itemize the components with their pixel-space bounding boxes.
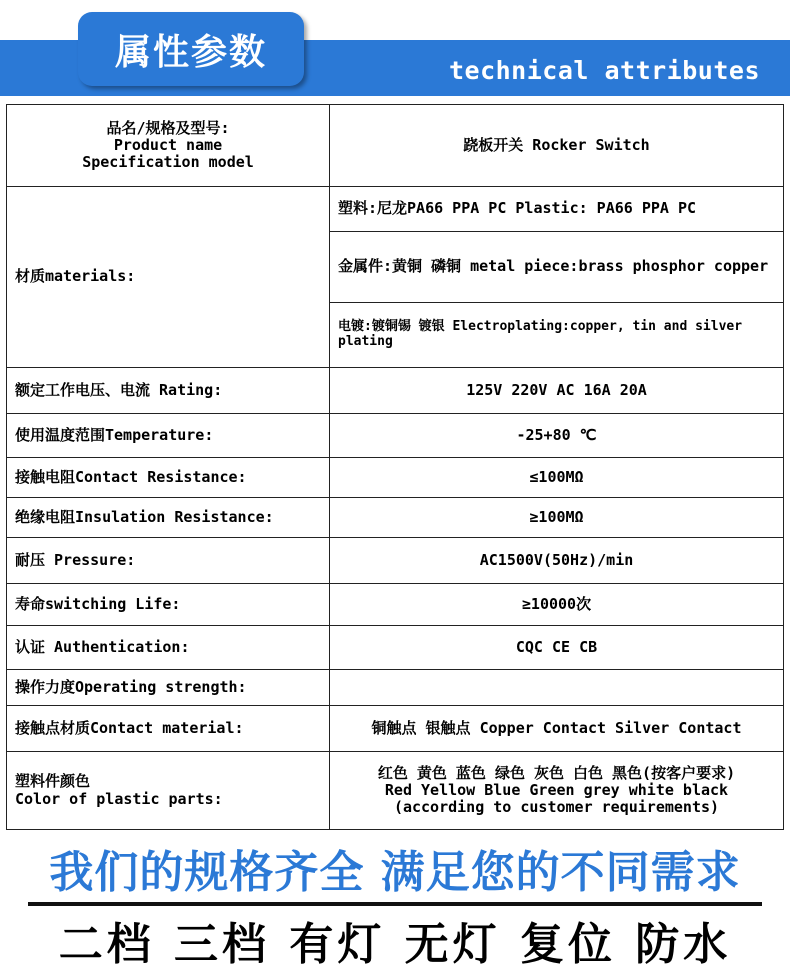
row-value: AC1500V(50Hz)/min <box>330 538 784 584</box>
row-value <box>330 670 784 706</box>
table-row <box>7 414 784 458</box>
row-label: 操作力度Operating strength: <box>7 670 330 706</box>
page-title: 属性参数 <box>114 31 267 73</box>
row-value: -25+80 ℃ <box>330 414 784 458</box>
product-value: 跷板开关 Rocker Switch <box>330 105 784 187</box>
switch-types: 二档 三档 有灯 无灯 复位 防水 <box>58 919 732 970</box>
row-label: 认证 Authentication: <box>7 626 330 670</box>
divider <box>28 902 762 906</box>
row-value: ≤100MΩ <box>330 458 784 498</box>
material-plating: 电镀:镀铜锡 镀银 Electroplating:copper, tin and silver plating <box>338 319 743 349</box>
row-label: 耐压 Pressure: <box>7 538 330 584</box>
row-label: 额定工作电压、电流 Rating: <box>7 368 330 414</box>
table-row <box>7 670 784 706</box>
materials-label: 材质materials: <box>7 187 330 368</box>
page-subtitle: technical attributes <box>448 55 760 85</box>
row-label: 接触电阻Contact Resistance: <box>7 458 330 498</box>
materials-value <box>330 187 784 368</box>
table-row <box>7 498 784 538</box>
spec-table <box>6 104 784 830</box>
color-value: 红色 黄色 蓝色 绿色 灰色 白色 黑色(按客户要求) Red Yellow Blue Green grey white black (according to customer requirements) <box>330 752 784 830</box>
row-value: CQC CE CB <box>330 626 784 670</box>
table-row <box>7 584 784 626</box>
table-row <box>7 752 784 830</box>
row-value: ≥100MΩ <box>330 498 784 538</box>
row-label: 接触点材质Contact material: <box>7 706 330 752</box>
material-plastic: 塑料:尼龙PA66 PPA PC Plastic: PA66 PPA PC <box>330 187 783 232</box>
table-row <box>7 105 784 187</box>
table-row <box>7 187 784 368</box>
row-label: 寿命switching Life: <box>7 584 330 626</box>
table-row <box>7 368 784 414</box>
product-label: 品名/规格及型号: Product name Specification model <box>7 105 330 187</box>
row-value: 125V 220V AC 16A 20A <box>330 368 784 414</box>
row-value: ≥10000次 <box>330 584 784 626</box>
table-row <box>7 458 784 498</box>
slogan: 我们的规格齐全 满足您的不同需求 <box>49 847 741 898</box>
material-metal: 金属件:黄铜 磷铜 metal piece:brass phosphor copper <box>330 232 783 303</box>
row-label: 使用温度范围Temperature: <box>7 414 330 458</box>
row-label: 绝缘电阻Insulation Resistance: <box>7 498 330 538</box>
row-value: 铜触点 银触点 Copper Contact Silver Contact <box>330 706 784 752</box>
table-row <box>7 626 784 670</box>
color-label: 塑料件颜色 Color of plastic parts: <box>7 752 330 830</box>
table-row <box>7 538 784 584</box>
table-row <box>7 706 784 752</box>
